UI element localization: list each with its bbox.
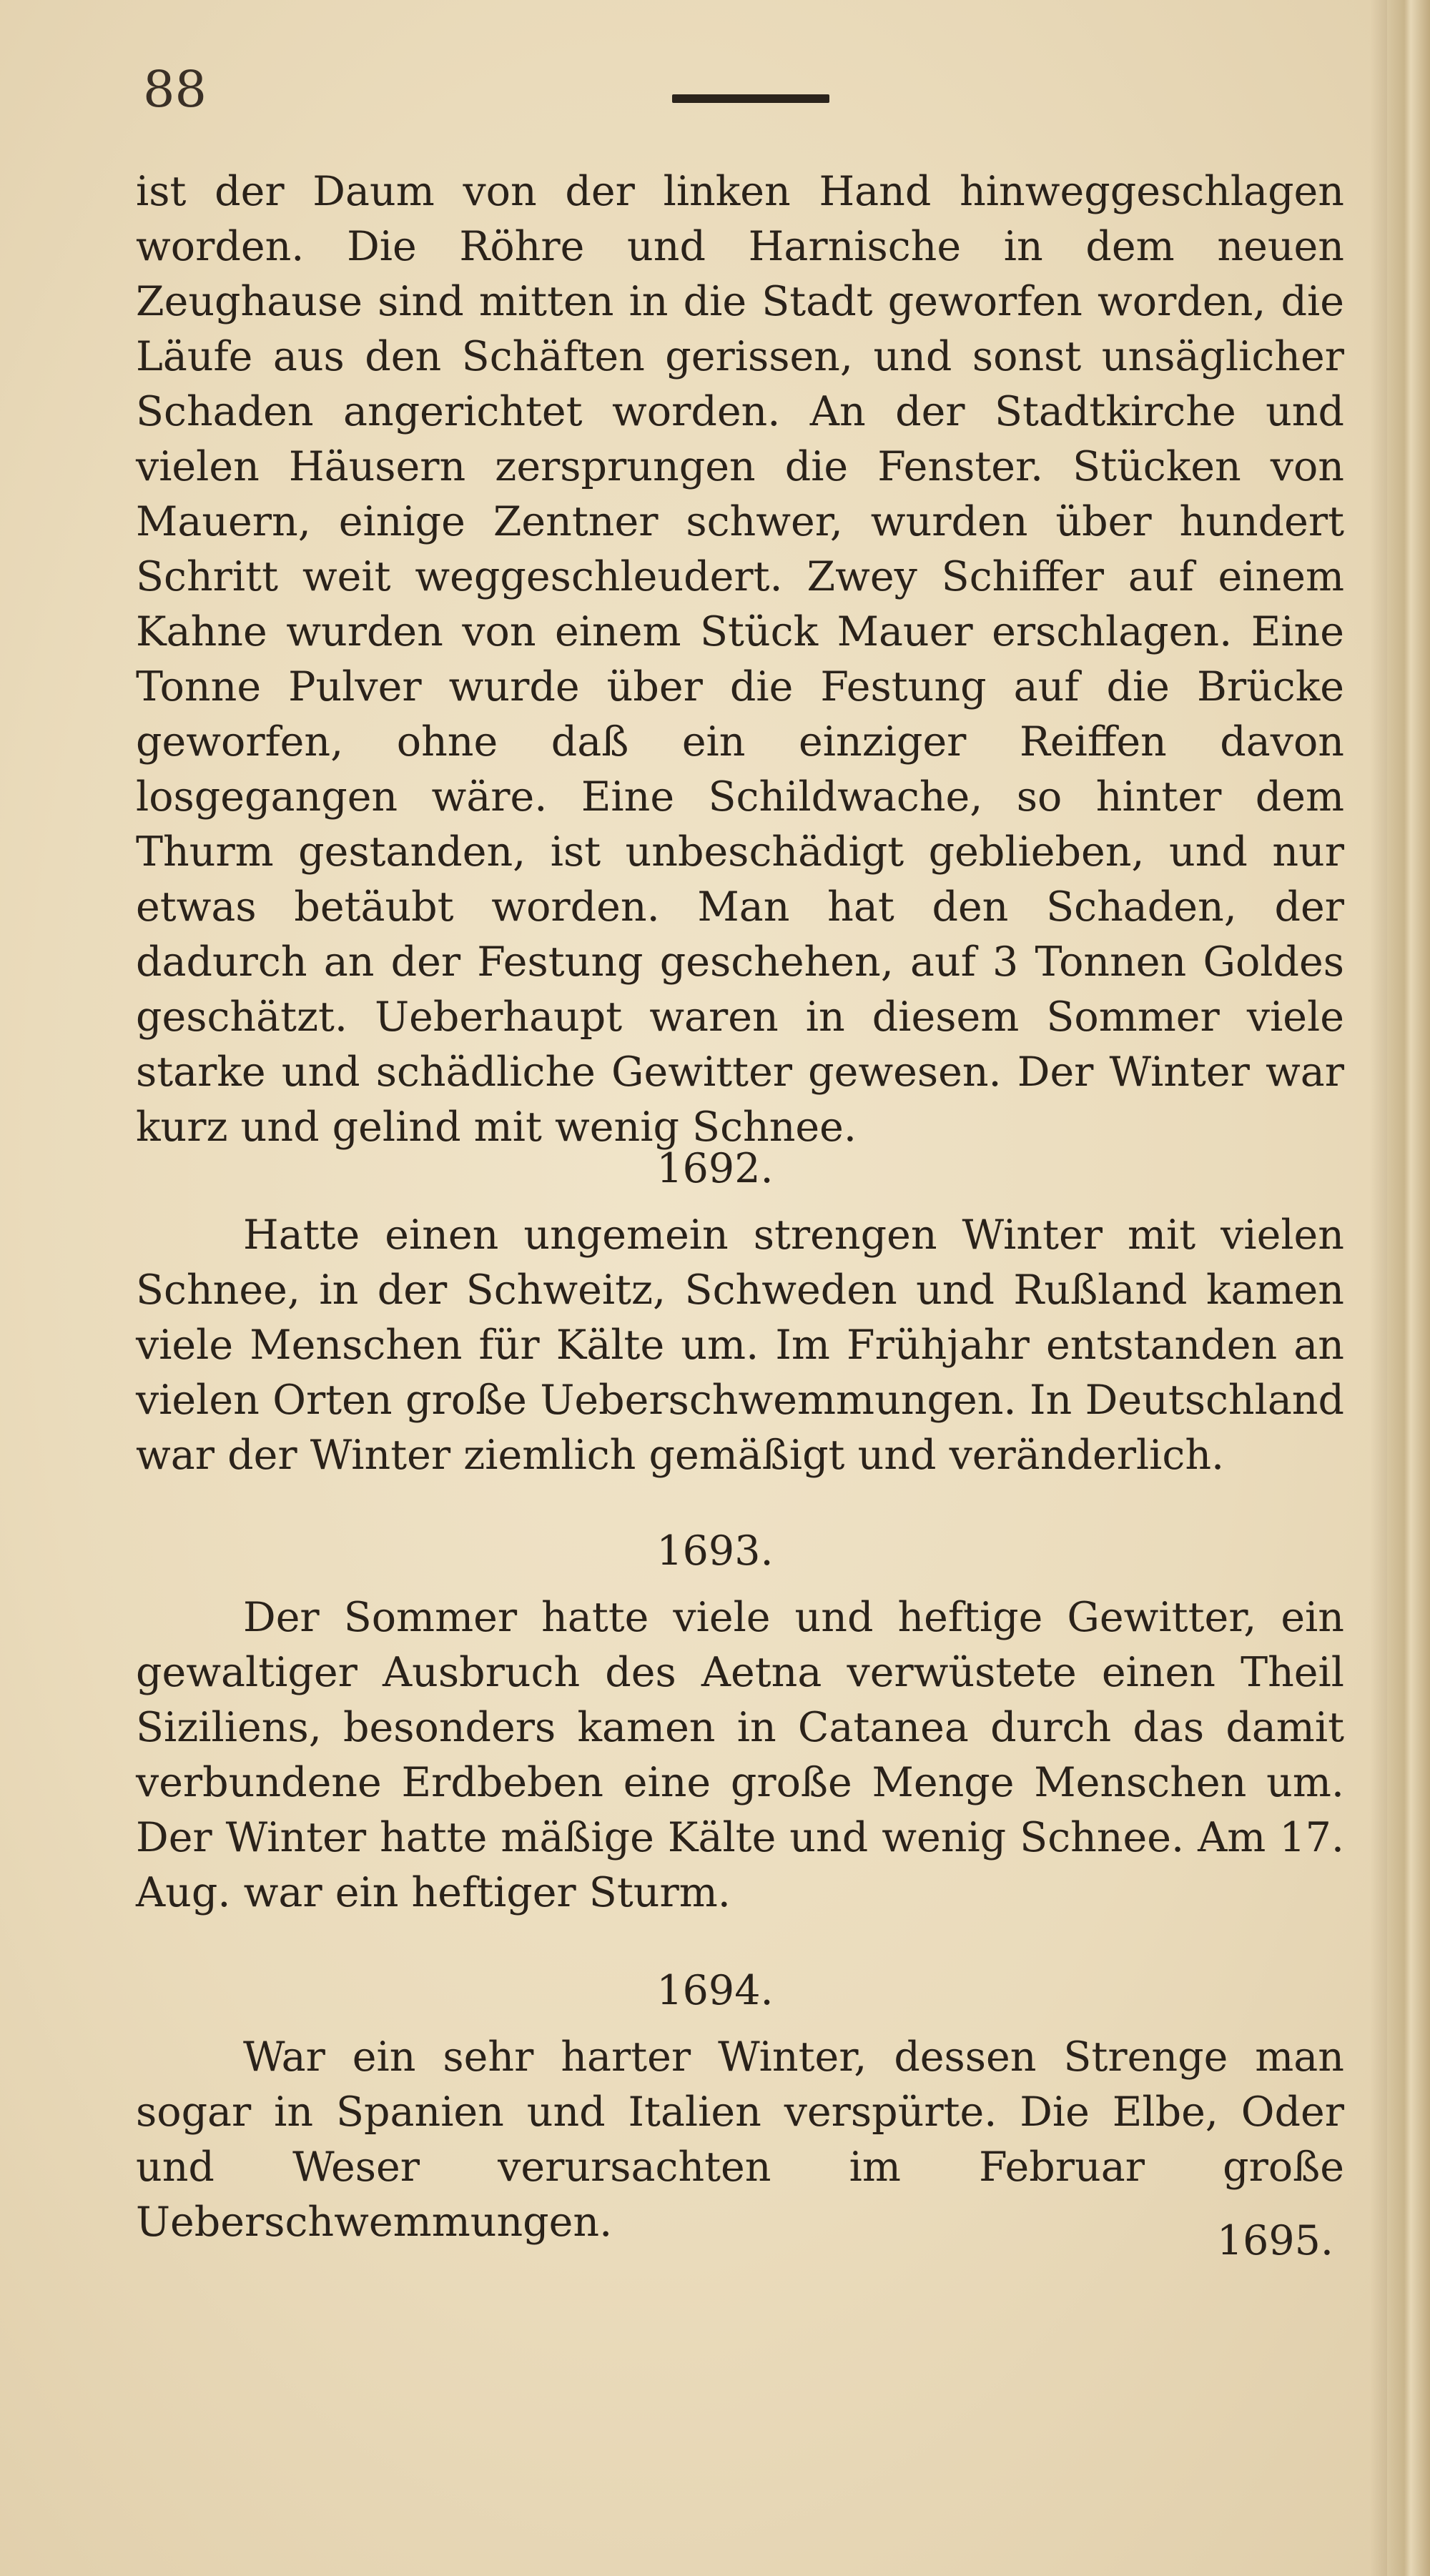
year-heading-1692: 1692.: [656, 1145, 774, 1192]
paragraph-1693: Der Sommer hatte viele und heftige Gewitter, ein gewaltiger Ausbruch des Aetna verwüstete einen Theil Siziliens, besonders kamen in Catanea durch das damit verbundene Erdbeben eine große Menge Menschen um. Der Winter hatte mäßige Kälte und wenig Schnee. Am 17. Aug. war ein heftiger Sturm.: [136, 1594, 1344, 1916]
section-1694: [136, 2030, 1344, 2250]
page-number: 88: [143, 60, 207, 119]
section-1692: [136, 1208, 1344, 1483]
section-1693: [136, 1590, 1344, 1921]
page-gutter-shadow: [1370, 0, 1387, 2576]
year-heading-1693: 1693.: [656, 1527, 774, 1575]
paragraph-continuation: ist der Daum von der linken Hand hinweggeschlagen worden. Die Röhre und Harnische in dem neuen Zeughause sind mitten in die Stadt geworfen worden, die Läufe aus den Schäften gerissen, und sonst unsäglicher Schaden angerichtet worden. An der Stadtkirche und vielen Häusern zersprungen die Fenster. Stücken von Mauern, einige Zentner schwer, wurden über hundert Schritt weit weggeschleudert. Zwey Schiffer auf einem Kahne wurden von einem Stück Mauer erschlagen. Eine Tonne Pulver wurde über die Festung auf die Brücke geworfen, ohne daß ein einziger Reiffen davon losgegangen wäre. Eine Schildwache, so hinter dem Thurm gestanden, ist unbeschädigt geblieben, und nur etwas betäubt worden. Man hat den Schaden, der dadurch an der Festung geschehen, auf 3 Tonnen Goldes geschätzt. Ueberhaupt waren in diesem Sommer viele starke und schädliche Gewitter gewesen. Der Winter war kurz und gelind mit wenig Schnee.: [136, 168, 1344, 1151]
year-heading-1694: 1694.: [656, 1967, 774, 2014]
catchword: 1695.: [1216, 2217, 1333, 2264]
page-header: [0, 57, 1430, 122]
header-rule: [672, 94, 829, 103]
section-continuation: [136, 164, 1344, 1155]
paragraph-1694: War ein sehr harter Winter, dessen Strenge man sogar in Spanien und Italien verspürte. Die Elbe, Oder und Weser verursachten im Februar große Ueberschwemmungen.: [136, 2033, 1344, 2246]
paragraph-1692: Hatte einen ungemein strengen Winter mit vielen Schnee, in der Schweitz, Schweden und Rußland kamen viele Menschen für Kälte um. Im Frühjahr entstanden an vielen Orten große Ueberschwemmungen. In Deutschland war der Winter ziemlich gemäßigt und veränderlich.: [136, 1212, 1344, 1479]
page-edge: [1387, 0, 1430, 2576]
